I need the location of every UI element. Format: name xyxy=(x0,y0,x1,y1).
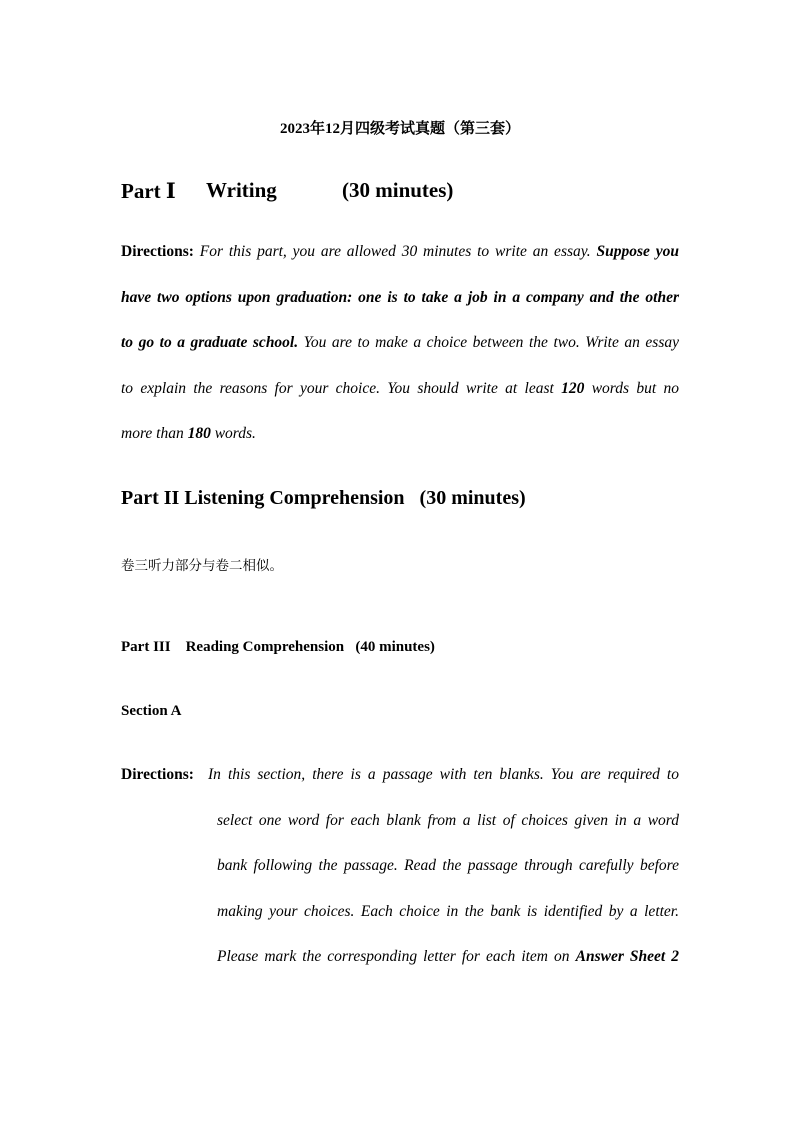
section-a-directions-line-1: In this section, there is a passage with ten blanks. You are required to xyxy=(208,766,679,783)
text-span: Please mark the corresponding letter for each item on xyxy=(217,948,576,965)
document-title: 2023年12月四级考试真题（第三套） xyxy=(279,121,520,137)
part1-directions-label: Directions: xyxy=(121,243,194,260)
part1-directions-line-1 xyxy=(121,243,679,261)
part2-heading: Part II Listening Comprehension (30 minutes) xyxy=(121,487,526,509)
bold-span: 120 xyxy=(561,380,585,397)
bold-span: have two options upon graduation: one is to take a job in a company and the other xyxy=(121,289,679,306)
text-span: more than xyxy=(121,425,188,442)
part1-time: (30 minutes) xyxy=(342,178,454,202)
part3-heading: Part III Reading Comprehension (40 minutes) xyxy=(121,639,435,655)
section-a-directions-line-5 xyxy=(217,948,679,966)
text-span: to explain the reasons for your choice. You should write at least xyxy=(121,380,562,397)
text-span: words but no xyxy=(584,380,679,397)
part2-note: 卷三听力部分与卷二相似。 xyxy=(121,558,283,574)
section-a-directions-line-2: select one word for each blank from a list of choices given in a word xyxy=(217,812,679,829)
part1-directions-line-4 xyxy=(121,380,679,398)
section-a-directions-label: Directions: xyxy=(121,766,194,783)
text-span: You are to make a choice between the two. Write an essay xyxy=(298,334,679,351)
answer-sheet-label: Answer Sheet 2 xyxy=(575,948,679,965)
part1-name: Writing xyxy=(206,178,277,202)
text-span: For this part, you are allowed 30 minutes to write an essay. xyxy=(199,243,597,260)
part1-directions-line-5 xyxy=(121,425,256,443)
section-a-directions-line-4: making your choices. Each choice in the bank is identified by a letter. xyxy=(217,903,679,920)
bold-span: to go to a graduate school. xyxy=(121,334,299,351)
text-span: words. xyxy=(210,425,256,442)
section-a-directions-line-3: bank following the passage. Read the passage through carefully before xyxy=(217,857,679,874)
bold-span: Suppose you xyxy=(596,243,679,260)
part1-directions-line-3 xyxy=(121,334,679,352)
part1-directions-line-2 xyxy=(121,289,679,307)
section-a-heading: Section A xyxy=(121,703,182,719)
part1-label: Part Ⅰ xyxy=(121,179,176,203)
bold-span: 180 xyxy=(187,425,211,442)
